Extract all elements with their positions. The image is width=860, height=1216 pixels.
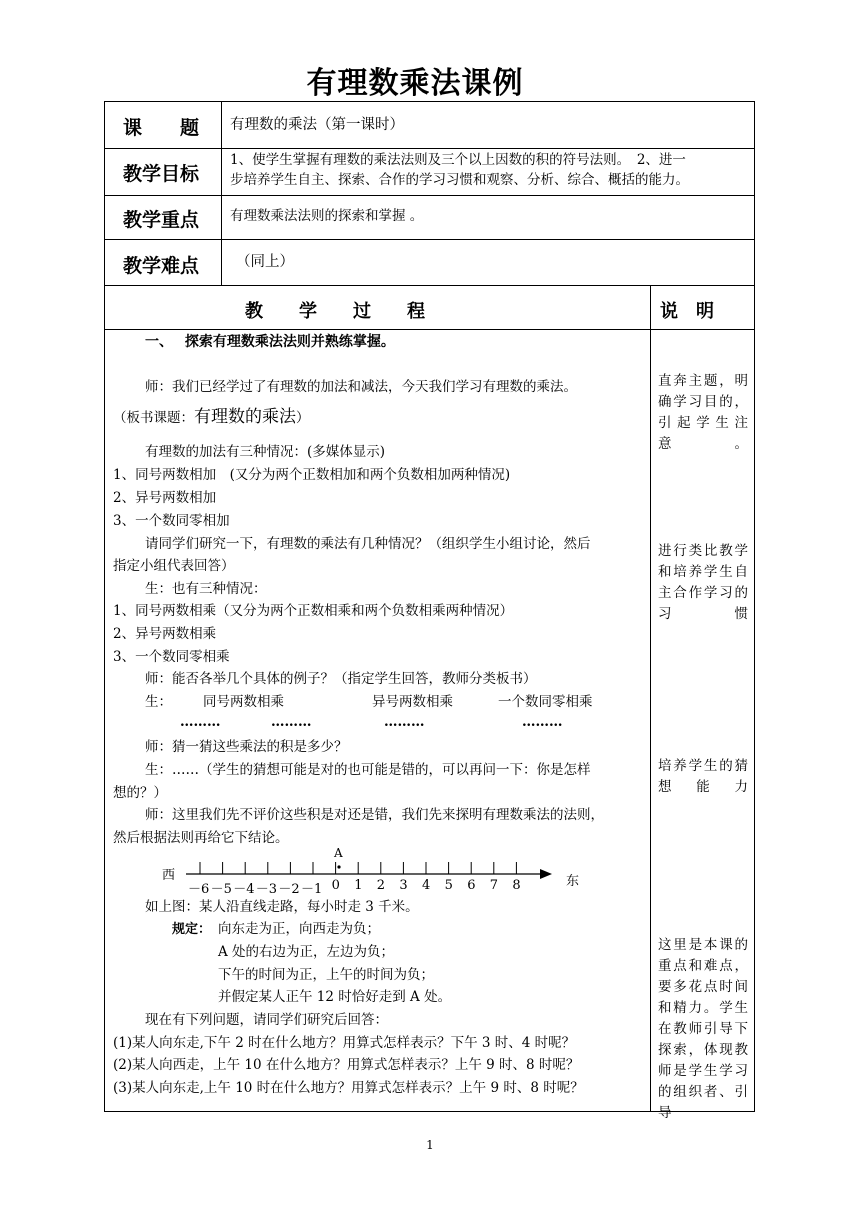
body-line: 想的？） [113, 785, 167, 801]
side-note: 进行类比教学和培养学生自主合作学习的习惯 [658, 543, 748, 622]
example-zero: 一个数同零相乘 [498, 694, 593, 710]
body-line: 师：能否各举几个具体的例子？（指定学生回答，教师分类板书） [145, 671, 537, 687]
number-line-tick-label: 6 [467, 878, 476, 893]
number-line-tick-label: －6 [188, 882, 210, 897]
board-note [113, 408, 310, 428]
board-note-suffix: ） [296, 410, 310, 426]
body-line: 如上图：某人沿直线走路，每小时走 3 千米。 [145, 899, 419, 915]
body-line: (1)某人向东走,下午 2 时在什么地方？用算式怎样表示？下午 3 时、4 时呢？ [113, 1035, 576, 1051]
number-line-tick-label: 3 [399, 878, 408, 893]
number-line-tick-label: 7 [489, 878, 499, 893]
example-diff-sign: 异号两数相乘 [372, 694, 453, 710]
body-line: 2、异号两数相乘 [113, 626, 217, 642]
notes-header: 说 明 [660, 301, 714, 322]
goal-label: 教学目标 [123, 163, 200, 185]
body-line: 指定小组代表回答） [113, 558, 235, 574]
side-note: 培养学生的猜想能力 [658, 758, 748, 795]
body-line: 师：这里我们先不评价这些积是对还是错，我们先来探明有理数乘法的法则， [145, 807, 604, 823]
example-dots: ……… [271, 714, 312, 730]
number-line-tick-label: －2 [278, 882, 300, 897]
board-note-title: 有理数的乘法 [194, 407, 296, 427]
west-label: 西 [162, 868, 176, 883]
process-header: 教 学 过 程 [245, 301, 425, 322]
notes-column-divider [650, 285, 651, 1111]
topic-label: 课 题 [123, 117, 200, 139]
body-line: 现在有下列问题，请同学们研究后回答： [145, 1012, 388, 1028]
body-line: 师：我们已经学过了有理数的加法和减法，今天我们学习有理数的乘法。 [145, 379, 577, 395]
difficulty-label: 教学难点 [123, 255, 200, 277]
number-line-tick-label: －4 [233, 882, 255, 897]
focus-label: 教学重点 [123, 209, 200, 231]
side-note: 直奔主题，明确学习目的，引起学生注意。 [658, 373, 748, 452]
body-line: 1、同号两数相加 (又分为两个正数相加和两个负数相加两种情况) [113, 467, 511, 483]
body-line: 生：……（学生的猜想可能是对的也可能是错的，可以再问一下：你是怎样 [145, 762, 591, 778]
body-line: 生：也有三种情况： [145, 581, 267, 597]
number-line-tick-label: －1 [301, 882, 323, 897]
table-border-top [104, 101, 755, 102]
section-title: 一、 探索有理数乘法法则并熟练掌握。 [145, 334, 395, 350]
topic-value: 有理数的乘法（第一课时） [230, 117, 404, 133]
goal-line-1: 1、使学生掌握有理数的乘法法则及三个以上因数的积的符号法则。 2、进一 [230, 152, 686, 168]
table-border-left [104, 101, 105, 1112]
body-line: 请同学们研究一下，有理数的乘法有几种情况？（组织学生小组讨论，然后 [145, 536, 591, 552]
row-divider [104, 285, 755, 286]
body-line: 并假定某人正午 12 时恰好走到 A 处。 [218, 989, 452, 1005]
example-dots: ……… [384, 714, 425, 730]
number-line-tick-label: 2 [376, 878, 386, 893]
body-line: (2)某人向西走，上午 10 在什么地方？用算式怎样表示？上午 9 时、8 时呢？ [113, 1057, 580, 1073]
example-dots: ……… [522, 714, 563, 730]
side-note: 这里是本课的重点和难点，要多花点时间和精力。学生在教师引导下探索，体现教师是学生学习的组织者、引导 [658, 937, 748, 1121]
board-note-prefix: （板书课题： [113, 410, 194, 426]
table-border-right [754, 101, 755, 1112]
body-line: A 处的右边为正，左边为负； [218, 944, 395, 960]
document-title: 有理数乘法课例 [306, 66, 524, 101]
body-line: 2、异号两数相加 [113, 490, 217, 506]
row-divider [104, 239, 755, 240]
row-divider [104, 329, 755, 330]
example-student: 生： [145, 694, 172, 710]
body-line: 师：猜一猜这些乘法的积是多少？ [145, 739, 348, 755]
body-line: 然后根据法则再给它下结论。 [113, 830, 289, 846]
example-dots: ……… [180, 714, 221, 730]
number-line-tick-label: 0 [331, 878, 340, 893]
number-line-tick-label: 1 [354, 878, 363, 893]
body-line: 3、一个数同零相加 [113, 513, 230, 529]
body-line: 3、一个数同零相乘 [113, 649, 230, 665]
body-line: 有理数的加法有三种情况：(多媒体显示) [145, 444, 386, 460]
row-divider [104, 148, 755, 149]
number-line-tick-label: 8 [512, 878, 521, 893]
east-label: 东 [566, 874, 580, 889]
point-a-label: A [334, 846, 343, 860]
label-column-divider [221, 101, 222, 285]
example-same-sign: 同号两数相乘 [203, 694, 284, 710]
focus-value: 有理数乘法法则的探索和掌握 。 [230, 208, 424, 224]
row-divider [104, 195, 755, 196]
number-line-tick-label: －5 [210, 882, 232, 897]
body-line: 1、同号两数相乘（又分为两个正数相乘和两个负数相乘两种情况） [113, 603, 514, 619]
difficulty-value: （同上） [236, 254, 294, 270]
body-line: (3)某人向东走,上午 10 时在什么地方？用算式怎样表示？上午 9 时、8 时呢？ [113, 1080, 584, 1096]
number-line-tick-label: －3 [255, 882, 278, 897]
goal-line-2: 步培养学生自主、探索、合作的学习习惯和观察、分析、综合、概括的能力。 [230, 172, 689, 188]
number-line-tick-label: 4 [422, 878, 431, 893]
rule-label: 规定： [172, 922, 212, 937]
body-line: 下午的时间为正，上午的时间为负； [218, 967, 434, 983]
body-line: 向东走为正，向西走为负； [218, 921, 380, 937]
number-line-tick-label: 5 [444, 878, 453, 893]
page-number: 1 [426, 1138, 434, 1152]
